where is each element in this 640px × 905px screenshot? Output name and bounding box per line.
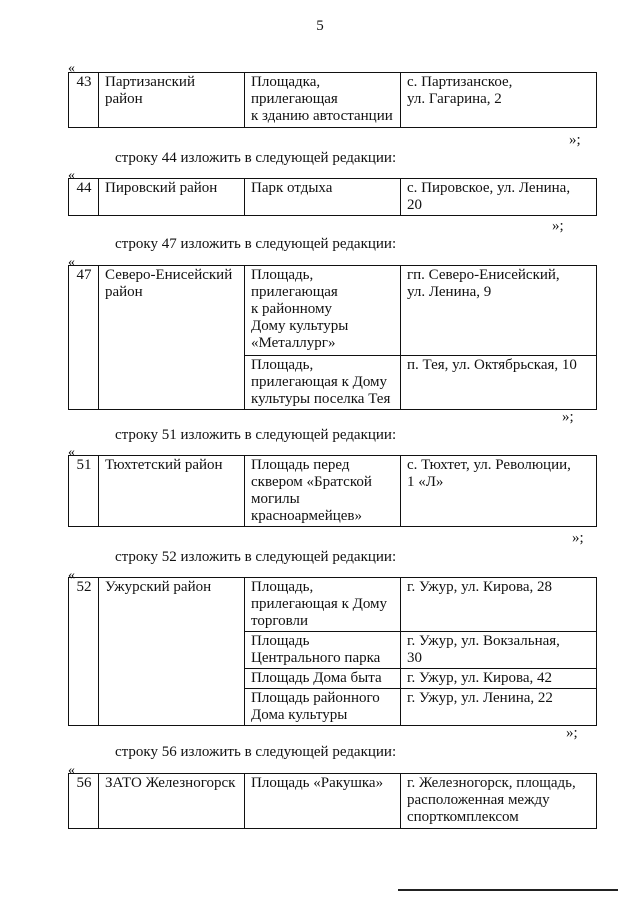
table-row [69,73,597,128]
table-row [69,578,597,632]
place-cell: Площадка, прилегающая к зданию автостанции [245,73,401,128]
district-cell: Партизанский район [99,73,245,128]
table-row-43 [68,72,597,128]
open-quote: « [68,763,75,778]
table-row-47 [68,265,597,410]
place-cell: Площадь Центрального парка [245,632,401,669]
close-quote: »; [572,530,584,546]
close-quote: »; [569,132,581,148]
open-quote: « [68,61,75,76]
open-quote: « [68,568,75,583]
district-cell: Тюхтетский район [99,456,245,527]
row-number: 51 [69,456,99,527]
address-cell: с. Партизанское, ул. Гагарина, 2 [401,73,597,128]
place-cell: Площадь, прилегающая к Дому культуры поселка Тея [245,356,401,410]
close-quote: »; [562,409,574,425]
place-cell: Площадь Дома быта [245,669,401,689]
address-cell: г. Ужур, ул. Кирова, 42 [401,669,597,689]
open-quote: « [68,445,75,460]
instruction-text: строку 51 изложить в следующей редакции: [115,427,397,443]
address-cell: г. Железногорск, площадь, расположенная между спорткомплексом [401,774,597,829]
district-cell: Северо-Енисейский район [99,266,245,410]
address-cell: гп. Северо-Енисейский, ул. Ленина, 9 [401,266,597,356]
district-cell: ЗАТО Железногорск [99,774,245,829]
table-row-44 [68,178,597,216]
row-number: 43 [69,73,99,128]
row-number: 52 [69,578,99,726]
address-cell: г. Ужур, ул. Вокзальная, 30 [401,632,597,669]
instruction-text: строку 47 изложить в следующей редакции: [115,236,397,252]
row-number: 56 [69,774,99,829]
table-row [69,456,597,527]
page-number: 5 [316,18,324,34]
district-cell: Ужурский район [99,578,245,726]
open-quote: « [68,255,75,270]
close-quote: »; [552,218,564,234]
table-row [69,266,597,356]
instruction-text: строку 56 изложить в следующей редакции: [115,744,397,760]
address-cell: г. Ужур, ул. Ленина, 22 [401,689,597,726]
place-cell: Площадь перед сквером «Братской могилы красноармейцев» [245,456,401,527]
address-cell: с. Пировское, ул. Ленина, 20 [401,179,597,216]
table-row-51 [68,455,597,527]
address-cell: с. Тюхтет, ул. Революции, 1 «Л» [401,456,597,527]
row-number: 47 [69,266,99,410]
district-cell: Пировский район [99,179,245,216]
instruction-text: строку 52 изложить в следующей редакции: [115,549,397,565]
table-row [69,179,597,216]
close-quote: »; [566,725,578,741]
address-cell: г. Ужур, ул. Кирова, 28 [401,578,597,632]
address-cell: п. Тея, ул. Октябрьская, 10 [401,356,597,410]
open-quote: « [68,168,75,183]
table-row-52 [68,577,597,726]
place-cell: Парк отдыха [245,179,401,216]
place-cell: Площадь, прилегающая к Дому торговли [245,578,401,632]
table-row-56 [68,773,597,829]
table-row [69,774,597,829]
instruction-text: строку 44 изложить в следующей редакции: [115,150,397,166]
footer-divider [398,889,618,891]
place-cell: Площадь районного Дома культуры [245,689,401,726]
row-number: 44 [69,179,99,216]
place-cell: Площадь «Ракушка» [245,774,401,829]
place-cell: Площадь, прилегающая к районному Дому культуры «Металлург» [245,266,401,356]
